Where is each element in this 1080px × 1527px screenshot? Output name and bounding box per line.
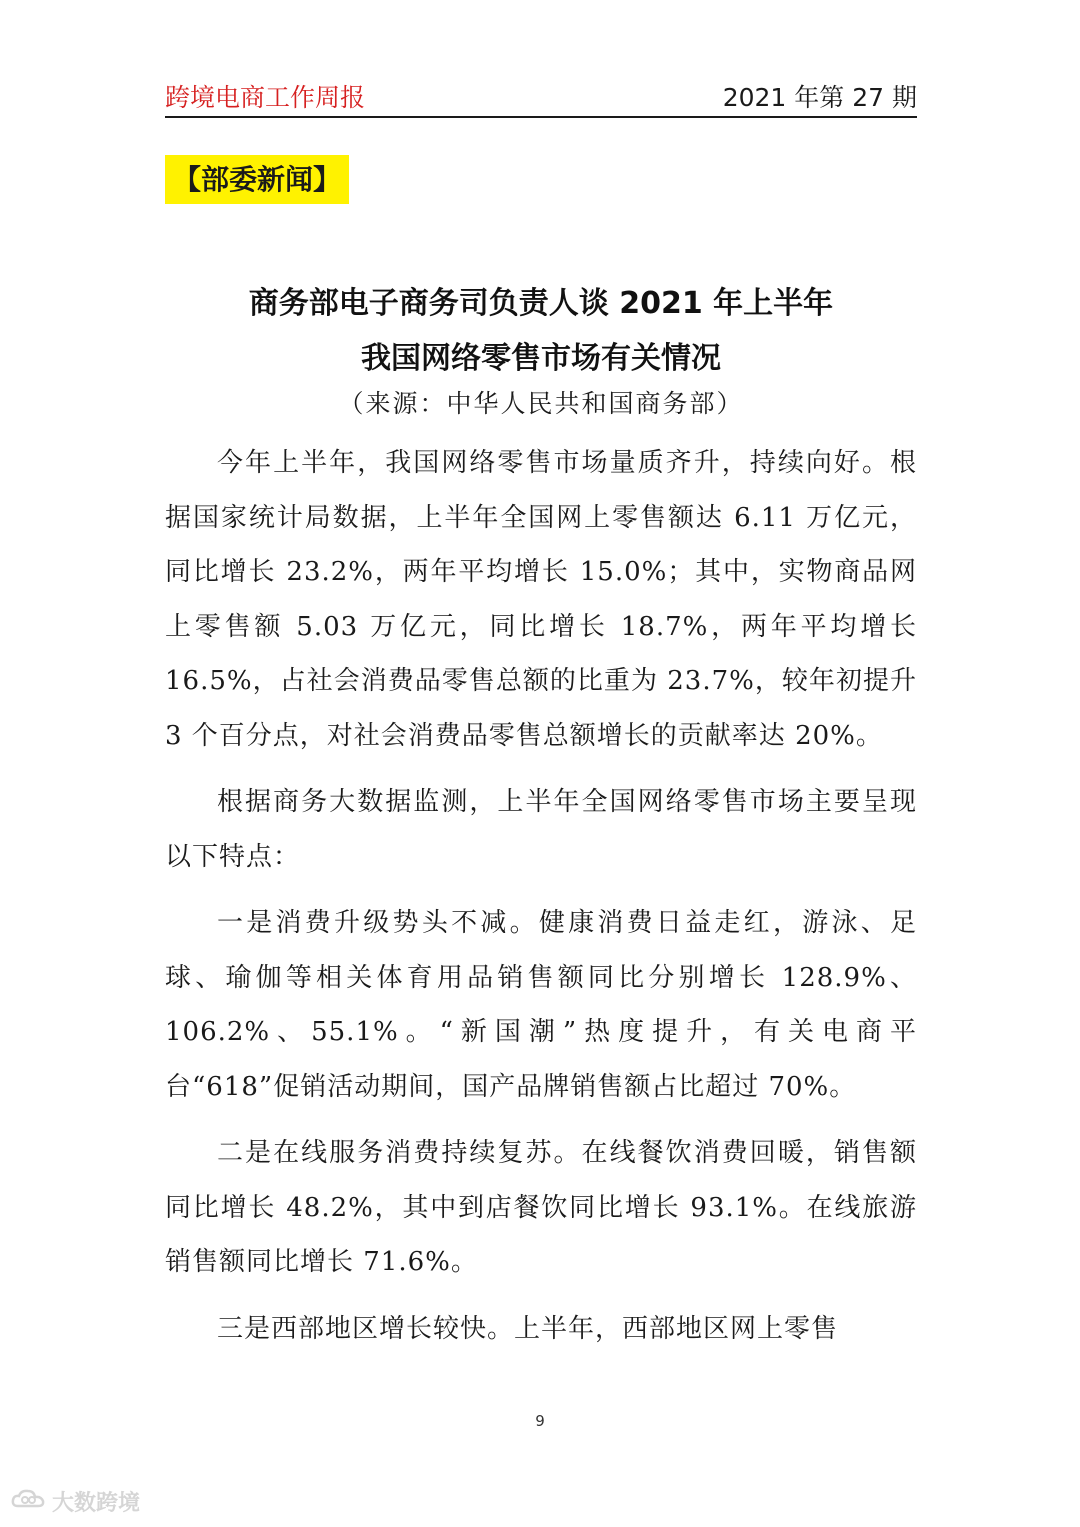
paragraph: 三是西部地区增长较快。上半年，西部地区网上零售	[217, 1313, 839, 1344]
paragraph: 今年上半年，我国网络零售市场量质齐升，持续向好。根据国家统计局数据，上半年全国网上零售额达 6.11 万亿元，同比增长 23.2%，两年平均增长 15.0%；其中，实物商品网上零售额 5.03 万亿元，同比增长 18.7%，两年平均增长 16.5%，占社会消费品零售总额的比重为 23.7%，较年初提升 3 个百分点，对社会消费品零售总额增长的贡献率达 20%。	[165, 448, 917, 751]
paragraph: 二是在线服务消费持续复苏。在线餐饮消费回暖，销售额同比增长 48.2%，其中到店餐饮同比增长 93.1%。在线旅游销售额同比增长 71.6%。	[165, 1138, 917, 1277]
article-source: （来源：中华人民共和国商务部）	[338, 389, 744, 418]
page-number: 9	[535, 1412, 545, 1430]
article-title-line-1: 商务部电子商务司负责人谈 2021 年上半年	[248, 286, 834, 321]
publication-name: 跨境电商工作周报	[165, 83, 366, 112]
article-body	[165, 436, 917, 1368]
watermark-text: 大数跨境	[52, 1490, 141, 1516]
article-title-line-2: 我国网络零售市场有关情况	[361, 341, 721, 376]
section-tag: 【部委新闻】	[165, 155, 349, 204]
page-header	[165, 72, 917, 118]
watermark	[10, 1486, 140, 1516]
cloud-logo-icon	[10, 1486, 48, 1516]
issue-number: 2021 年第 27 期	[722, 83, 917, 112]
paragraph: 一是消费升级势头不减。健康消费日益走红，游泳、足球、瑜伽等相关体育用品销售额同比分别增长 128.9%、106.2%、55.1%。“新国潮”热度提升，有关电商平台“618”促销活动期间，国产品牌销售额占比超过 70%。	[165, 908, 917, 1102]
paragraph: 根据商务大数据监测，上半年全国网络零售市场主要呈现以下特点：	[165, 787, 917, 872]
